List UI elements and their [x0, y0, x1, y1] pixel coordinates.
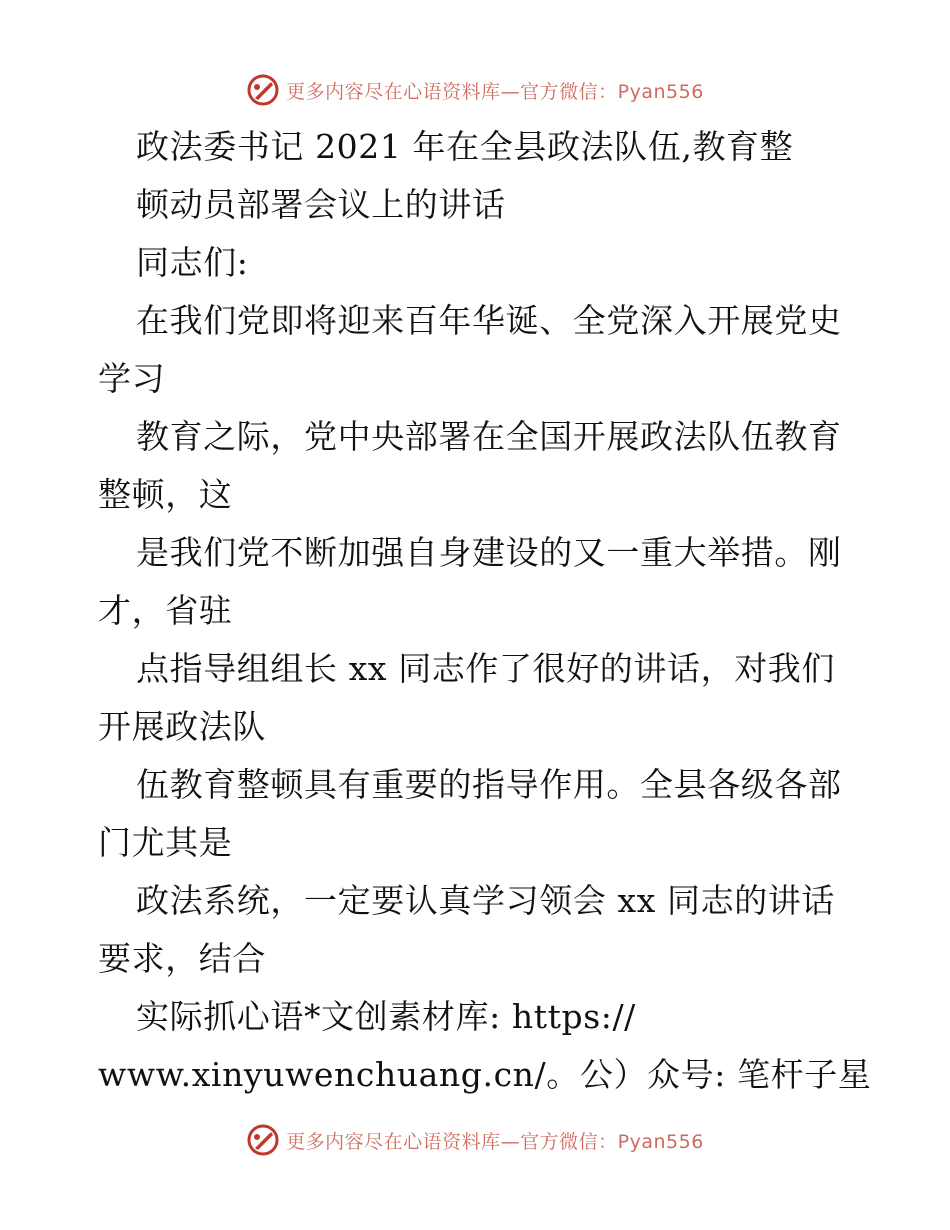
watermark-text: 更多内容尽在心语资料库—官方微信：Pyan556: [286, 1130, 704, 1153]
quill-circle-icon: [246, 1123, 280, 1157]
document-title-line-1: 政法委书记 2021 年在全县政法队伍,教育整: [136, 127, 794, 166]
watermark-text: 更多内容尽在心语资料库—官方微信：Pyan556: [286, 80, 704, 103]
body-line: 是我们党不断加强自身建设的又一重大举措。刚: [136, 533, 842, 572]
body-line: 点指导组组长 xx 同志作了很好的讲话，对我们: [136, 649, 836, 688]
body-line: 在我们党即将迎来百年华诞、全党深入开展党史: [136, 301, 842, 340]
header-watermark: [0, 70, 950, 110]
body-line: 整顿，这: [98, 475, 233, 514]
document-body: [98, 118, 872, 1104]
document-title-line-2: 顿动员部署会议上的讲话: [136, 185, 506, 224]
body-line: 门尤其是: [98, 823, 233, 862]
body-line: 要求，结合: [98, 939, 266, 978]
body-line: 伍教育整顿具有重要的指导作用。全县各级各部: [136, 765, 842, 804]
body-line: 政法系统，一定要认真学习领会 xx 同志的讲话: [136, 881, 836, 920]
footer-watermark: [0, 1120, 950, 1160]
body-line: 教育之际，党中央部署在全国开展政法队伍教育: [136, 417, 842, 456]
body-line: 开展政法队: [98, 707, 266, 746]
salutation: 同志们:: [136, 243, 249, 282]
quill-circle-icon: [246, 73, 280, 107]
body-line: 学习: [98, 359, 166, 398]
body-line: 才，省驻: [98, 591, 233, 630]
body-line: www.xinyuwenchuang.cn/。公）众号: 笔杆子星: [98, 1055, 872, 1094]
body-line: 实际抓心语*文创素材库: https://: [136, 997, 636, 1036]
